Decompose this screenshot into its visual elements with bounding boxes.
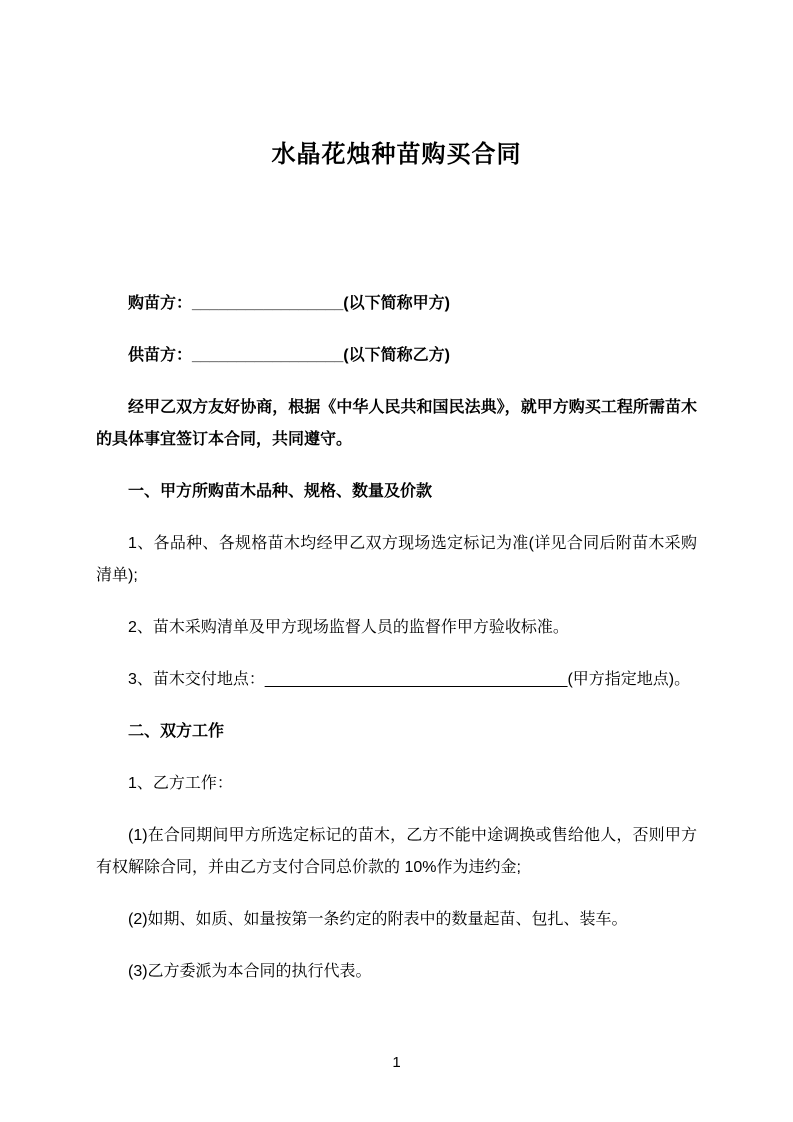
section-1-clause-1: 1、各品种、各规格苗木均经甲乙双方现场选定标记为准(详见合同后附苗木采购清单);	[96, 535, 697, 584]
party-supplier-line: 供苗方：_________________(以下简称乙方)	[128, 347, 450, 364]
section-2-clause-2: (2)如期、如质、如量按第一条约定的附表中的数量起苗、包扎、装车。	[128, 911, 628, 928]
section-2-clause-3: (3)乙方委派为本合同的执行代表。	[128, 963, 372, 980]
document-title: 水晶花烛种苗购买合同	[271, 141, 522, 168]
section-1-heading: 一、甲方所购苗木品种、规格、数量及价款	[128, 483, 433, 500]
section-2-clause-1: (1)在合同期间甲方所选定标记的苗木，乙方不能中途调换或售给他人，否则甲方有权解除合同，并由乙方支付合同总价款的 10%作为违约金;	[96, 827, 697, 876]
preamble-paragraph: 经甲乙双方友好协商，根据《中华人民共和国民法典》，就甲方购买工程所需苗木的具体事宜签订本合同，共同遵守。	[96, 399, 697, 448]
section-2-heading: 二、双方工作	[128, 723, 225, 740]
section-1-clause-2: 2、苗木采购清单及甲方现场监督人员的监督作甲方验收标准。	[128, 619, 569, 636]
page-number: 1	[392, 1054, 401, 1071]
party-buyer-line: 购苗方：_________________(以下简称甲方)	[128, 295, 450, 312]
section-1-clause-3: 3、苗木交付地点：__________________________________(甲方指定地点)。	[128, 671, 691, 688]
section-2-subheading: 1、乙方工作：	[128, 775, 233, 792]
